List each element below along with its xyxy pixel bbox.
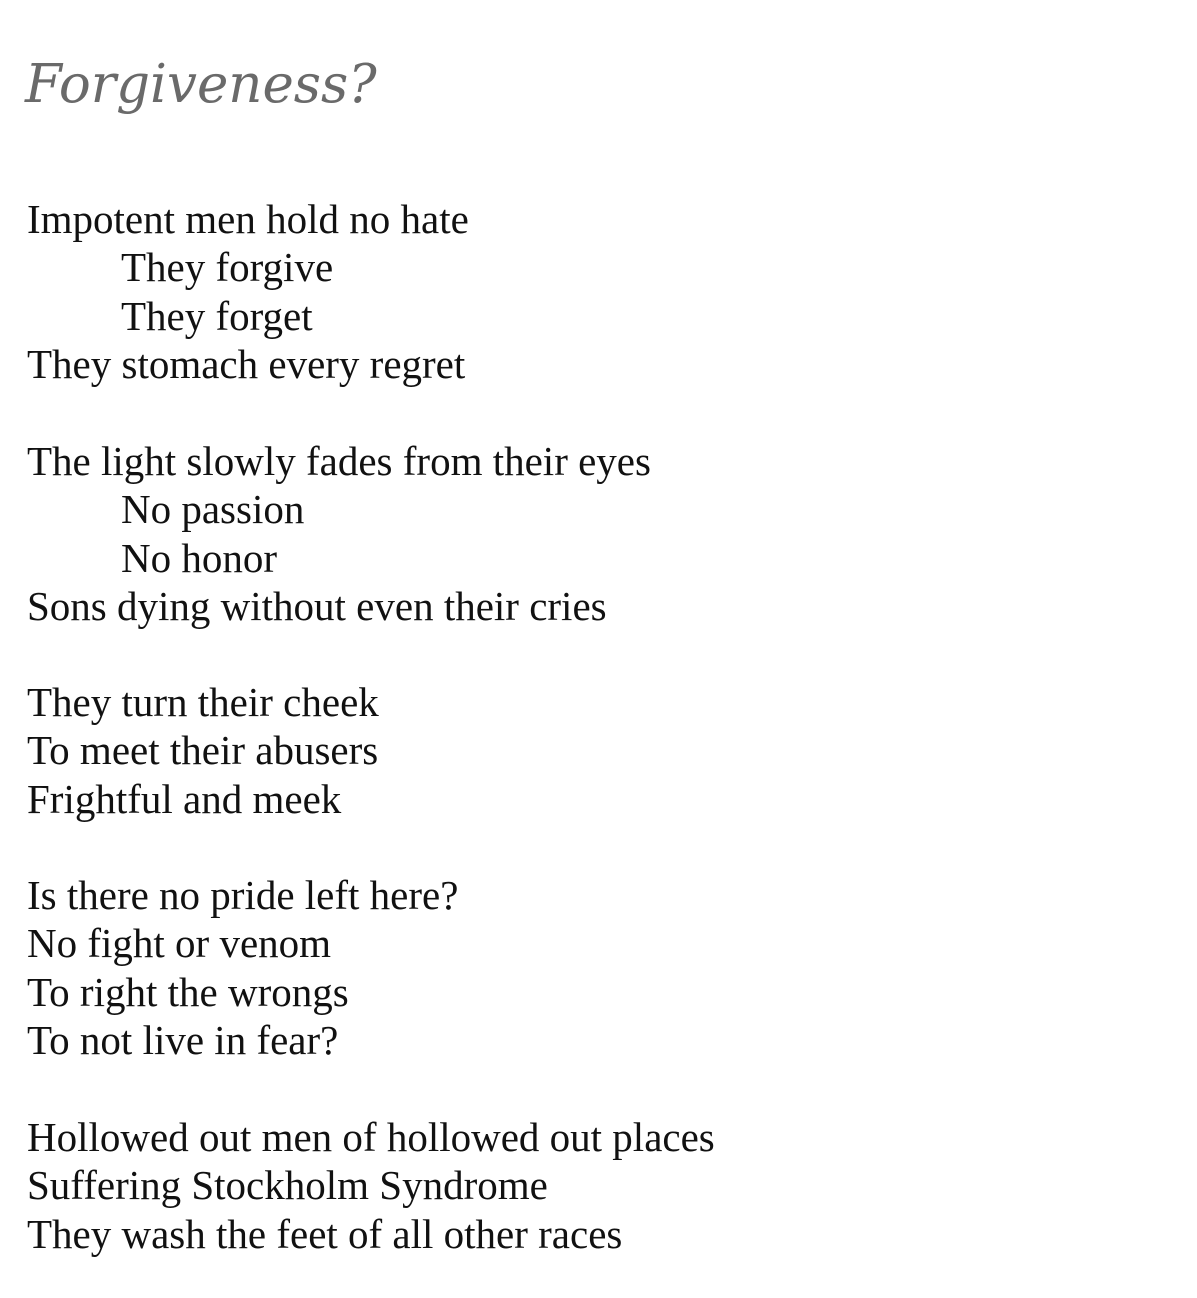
poem-line: Is there no pride left here? [27, 872, 459, 918]
poem-line: Sons dying without even their cries [27, 582, 607, 629]
poem-line: Impotent men hold no hate [27, 196, 469, 242]
poem-line: To right the wrongs [27, 968, 349, 1015]
poem-line: The light slowly fades from their eyes [27, 438, 651, 484]
poem-line: They stomach every regret [27, 340, 466, 387]
poem-line-indented: They forget [121, 292, 313, 339]
poem-line-indented: They forgive [121, 244, 334, 291]
stanza-5 [27, 1113, 1167, 1258]
poem-title: Forgiveness? [25, 54, 377, 115]
poem-line-indented: No passion [121, 486, 305, 533]
poem-line: They turn their cheek [27, 679, 379, 725]
poem-line: To not live in fear? [27, 1016, 339, 1063]
poem-line: Frightful and meek [27, 775, 342, 822]
poem-line: To meet their abusers [27, 727, 379, 774]
poem-line-indented: No honor [121, 534, 278, 581]
stanza-1 [27, 195, 1167, 388]
poem-line: Suffering Stockholm Syndrome [27, 1162, 548, 1209]
stanza-4 [27, 871, 1167, 1064]
stanza-2 [27, 437, 1167, 630]
stanza-3 [27, 678, 1167, 823]
poem-line: Hollowed out men of hollowed out places [27, 1114, 715, 1160]
poem-line: They wash the feet of all other races [27, 1210, 623, 1257]
poem-line: No fight or venom [27, 920, 332, 967]
